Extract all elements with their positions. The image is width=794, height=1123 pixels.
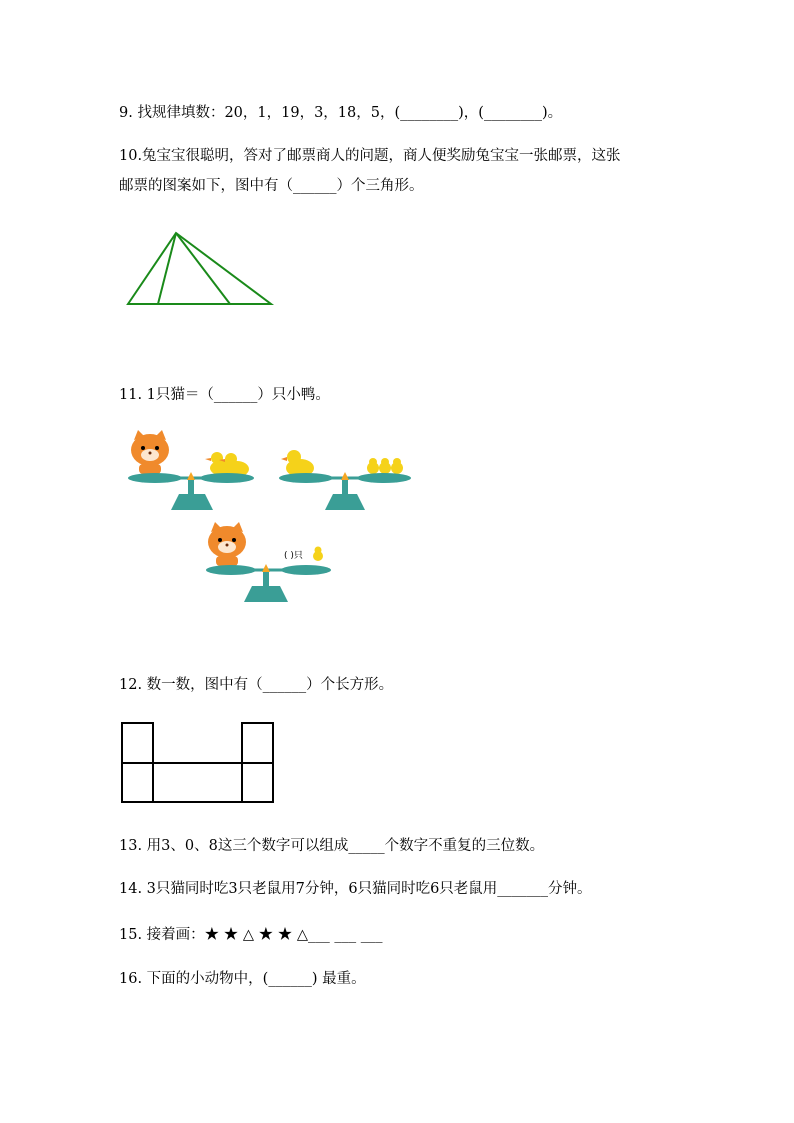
chick-icon	[367, 458, 403, 474]
duck-icon	[281, 450, 314, 477]
chick-icon	[313, 547, 323, 562]
triangle-figure	[120, 225, 280, 315]
balance-scale-1	[125, 428, 255, 513]
question-10-line2: 邮票的图案如下，图中有（______）个三角形。	[119, 178, 424, 194]
rectangle-figure	[120, 721, 276, 805]
question-9: 9. 找规律填数：20，1，19，3，18，5，(________)，(________)。	[119, 105, 563, 121]
scale-label: ( )只	[284, 551, 303, 561]
question-16: 16. 下面的小动物中，(______) 最重。	[119, 971, 366, 987]
question-14: 14. 3只猫同时吃3只老鼠用7分钟，6只猫同时吃6只老鼠用_______分钟。	[119, 881, 592, 897]
balance-scale-2	[278, 428, 413, 513]
question-13: 13. 用3、0、8这三个数字可以组成_____个数字不重复的三位数。	[119, 838, 545, 854]
question-15: 15. 接着画：★ ★ △ ★ ★ △___ ___ ___	[119, 927, 383, 943]
question-12: 12. 数一数，图中有（______）个长方形。	[119, 677, 394, 693]
question-11: 11. 1只猫＝（______）只小鸭。	[119, 387, 330, 403]
cat-icon	[208, 522, 246, 566]
question-10-line1: 10.兔宝宝很聪明，答对了邮票商人的问题，商人便奖励兔宝宝一张邮票，这张	[119, 148, 621, 164]
balance-scale-3	[200, 520, 335, 605]
cat-icon	[131, 430, 169, 474]
